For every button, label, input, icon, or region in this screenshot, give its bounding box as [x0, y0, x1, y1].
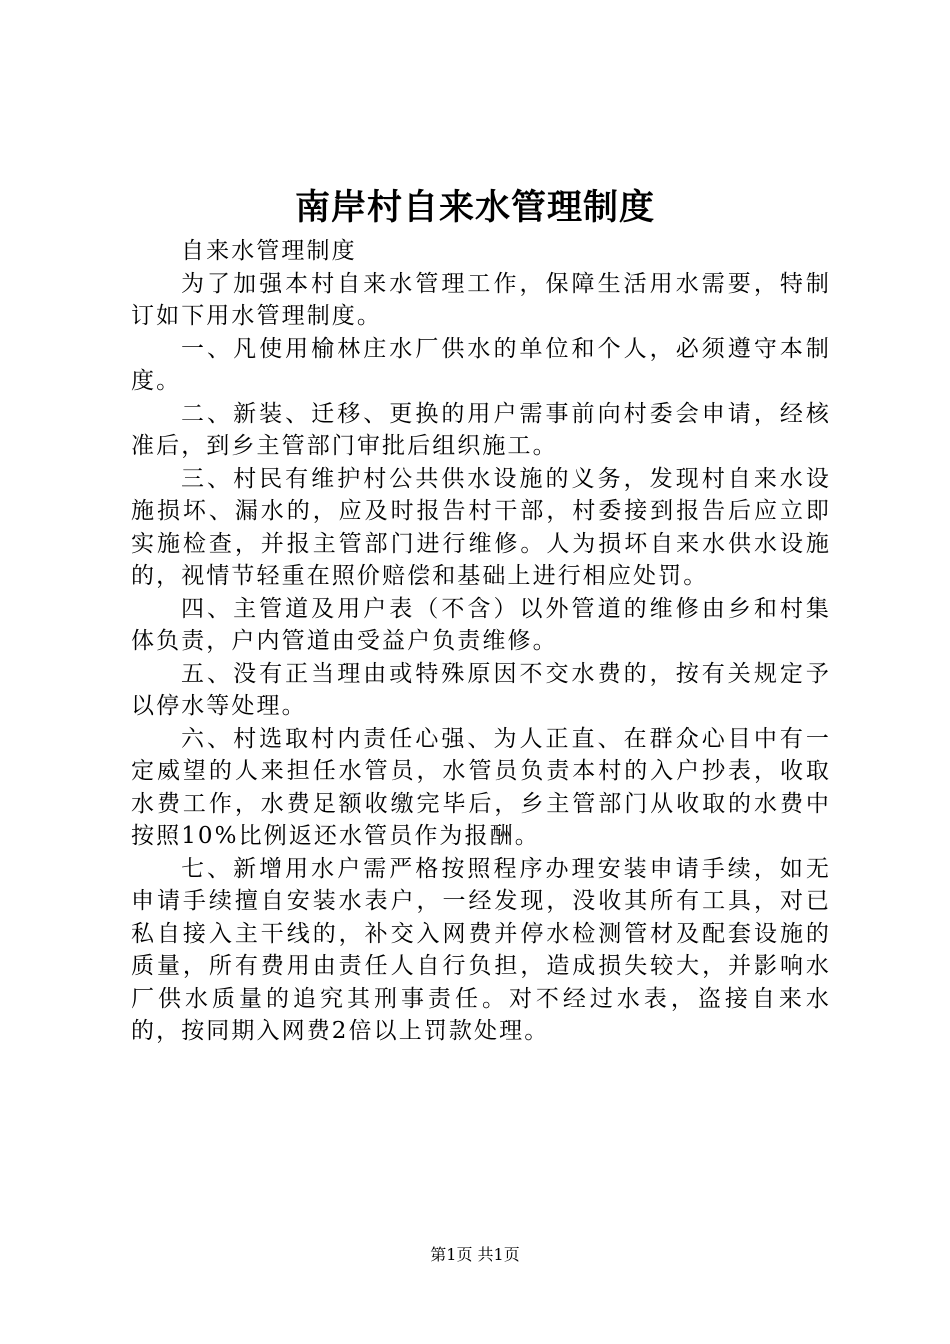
- paragraph-article-2: 二、新装、迁移、更换的用户需事前向村委会申请，经核准后，到乡主管部门审批后组织施工。: [131, 400, 831, 459]
- document-body: [131, 235, 831, 1048]
- paragraph-article-1: 一、凡使用榆林庄水厂供水的单位和个人，必须遵守本制度。: [131, 335, 831, 394]
- paragraph-intro: 为了加强本村自来水管理工作，保障生活用水需要，特制订如下用水管理制度。: [131, 270, 831, 329]
- paragraph-article-5: 五、没有正当理由或特殊原因不交水费的，按有关规定予以停水等处理。: [131, 660, 831, 719]
- paragraph-article-3: 三、村民有维护村公共供水设施的义务，发现村自来水设施损坏、漏水的，应及时报告村干部，村委接到报告后应立即实施检查，并报主管部门进行维修。人为损坏自来水供水设施的，视情节轻重在照价赔偿和基础上进行相应处罚。: [131, 465, 831, 589]
- page-number-footer: 第1页 共1页: [430, 1245, 520, 1264]
- document-title: 南岸村自来水管理制度: [294, 187, 655, 228]
- paragraph-article-6: 六、村选取村内责任心强、为人正直、在群众心目中有一定威望的人来担任水管员，水管员负责本村的入户抄表，收取水费工作，水费足额收缴完毕后，乡主管部门从收取的水费中按照10%比例返还水管员作为报酬。: [131, 725, 831, 849]
- paragraph-article-4: 四、主管道及用户表（不含）以外管道的维修由乡和村集体负责，户内管道由受益户负责维修。: [131, 595, 831, 654]
- paragraph-article-7: 七、新增用水户需严格按照程序办理安装申请手续，如无申请手续擅自安装水表户，一经发现，没收其所有工具，对已私自接入主干线的，补交入网费并停水检测管材及配套设施的质量，所有费用由责任人自行负担，造成损失较大，并影响水厂供水质量的追究其刑事责任。对不经过水表，盗接自来水的，按同期入网费2倍以上罚款处理。: [131, 855, 831, 1044]
- paragraph-subtitle: 自来水管理制度: [181, 238, 357, 264]
